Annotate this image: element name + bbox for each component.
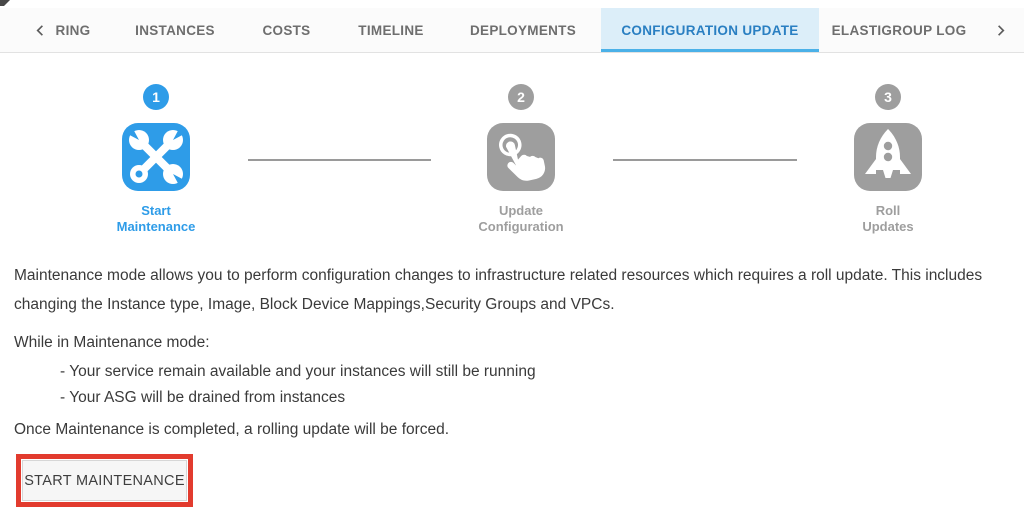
step-label-line: Maintenance bbox=[116, 218, 196, 234]
step-label-line: Updates bbox=[862, 218, 914, 234]
step-label-line: Configuration bbox=[478, 218, 564, 234]
intro-text: Maintenance mode allows you to perform configuration changes to infrastructure related resources which requires a roll update. This includes changing the Instance type, Image, Block Device Mappings,Security Groups and VPCs. bbox=[14, 267, 983, 313]
while-mode-heading: While in Maintenance mode: bbox=[14, 334, 210, 351]
bullet-service-running: - Your service remain available and your instances will still be running bbox=[60, 363, 536, 380]
tab-deployments[interactable]: DEPLOYMENTS bbox=[469, 22, 577, 38]
outro-text: Once Maintenance is completed, a rolling update will be forced. bbox=[14, 421, 450, 438]
step-start-maintenance bbox=[81, 84, 231, 234]
maintenance-bullet-list bbox=[60, 359, 536, 410]
step-2-label bbox=[478, 203, 563, 234]
step-3-label bbox=[862, 203, 913, 234]
step-connector-2 bbox=[613, 159, 797, 161]
step-1-label bbox=[117, 203, 196, 234]
step-roll-updates bbox=[813, 84, 963, 234]
active-tab-label: CONFIGURATION UPDATE bbox=[621, 22, 799, 38]
step-2-number-badge: 2 bbox=[508, 84, 534, 110]
step-label-line: Roll bbox=[875, 203, 901, 218]
step-update-configuration bbox=[446, 84, 596, 234]
step-1-number-badge: 1 bbox=[143, 84, 169, 110]
tab-instances[interactable]: INSTANCES bbox=[135, 22, 215, 38]
bullet-asg-drained: - Your ASG will be drained from instances bbox=[60, 388, 346, 406]
step-label-line: Start bbox=[141, 203, 171, 218]
wrench-tools-icon bbox=[122, 123, 190, 191]
step-label-line: Update bbox=[498, 203, 544, 218]
step-connector-1 bbox=[248, 159, 431, 161]
tab-ring[interactable]: RING bbox=[55, 22, 91, 38]
tab-costs[interactable]: COSTS bbox=[262, 22, 311, 38]
hand-click-icon bbox=[487, 123, 555, 191]
start-maintenance-button[interactable]: START MAINTENANCE bbox=[22, 460, 187, 501]
step-3-number-badge: 3 bbox=[875, 84, 901, 110]
tab-timeline[interactable]: TIMELINE bbox=[358, 22, 424, 38]
red-highlight-annotation bbox=[16, 454, 193, 507]
rocket-icon bbox=[854, 123, 922, 191]
tab-elastigroup-log[interactable]: ELASTIGROUP LOG bbox=[831, 22, 967, 38]
maintenance-stepper bbox=[0, 0, 1024, 250]
